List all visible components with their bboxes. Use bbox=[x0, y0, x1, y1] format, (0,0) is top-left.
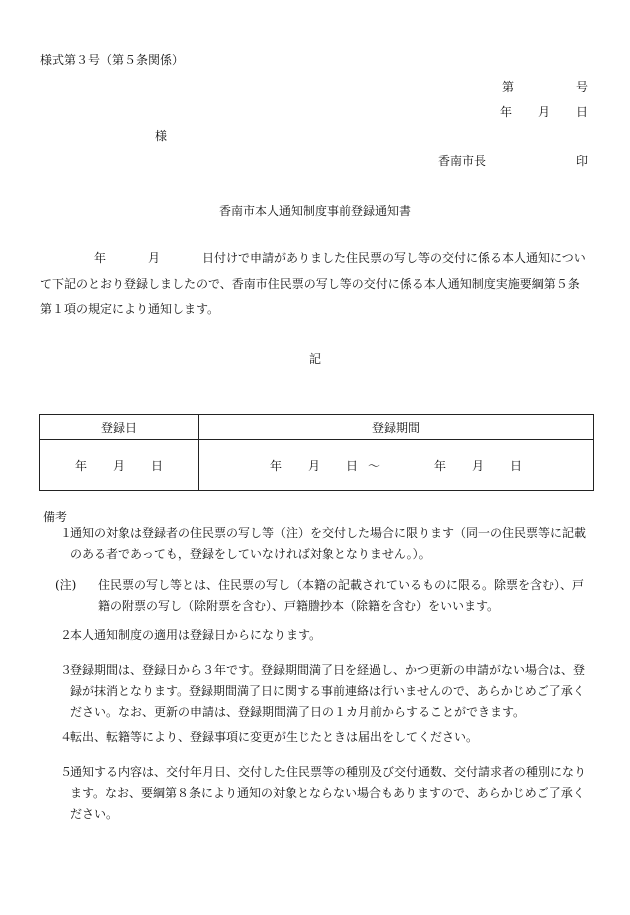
number-prefix: 第 bbox=[501, 80, 514, 94]
remark-item-2 bbox=[40, 625, 590, 646]
remark-item-1-number: １ bbox=[60, 526, 73, 540]
registration-period-header: 登録期間 bbox=[199, 415, 594, 440]
period-from-day-label: 日 bbox=[345, 458, 358, 473]
remark-item-5-number: ５ bbox=[60, 765, 73, 779]
body-paragraph bbox=[40, 246, 588, 323]
body-year-label: 年 bbox=[94, 251, 107, 265]
reg-year-label: 年 bbox=[74, 458, 87, 473]
remark-note-label: (注) bbox=[55, 578, 77, 592]
period-separator: ～ bbox=[367, 458, 380, 473]
date-year-label: 年 bbox=[499, 105, 512, 119]
remark-item-1 bbox=[40, 523, 590, 565]
remark-item-4-number: ４ bbox=[60, 730, 73, 744]
remark-note-text: 住民票の写し等とは、住民票の写し（本籍の記載されているものに限る。除票を含む）、戸籍の附票の写し（除附票を含む）、戸籍謄抄本（除籍を含む）をいいます。 bbox=[98, 578, 585, 613]
remark-item-3-number: ３ bbox=[60, 663, 73, 677]
remark-item-2-number: ２ bbox=[60, 628, 73, 642]
ki-heading: 記 bbox=[308, 352, 321, 366]
registration-date-header: 登録日 bbox=[40, 415, 199, 440]
remarks-heading: 備考 bbox=[43, 510, 68, 524]
period-to-day-label: 日 bbox=[510, 458, 523, 473]
body-text: 日付けで申請がありました住民票の写し等の交付に係る本人通知について下記のとおり登録しましたので、香南市住民票の写し等の交付に係る本人通知制度実施要綱第５条第１項の規定により通知します。 bbox=[40, 251, 586, 316]
remark-note bbox=[40, 575, 590, 617]
document-date-line bbox=[500, 103, 588, 120]
addressee-suffix: 様 bbox=[155, 129, 168, 143]
remark-item-4 bbox=[40, 727, 590, 748]
remark-item-4-text: 転出、転籍等により、登録事項に変更が生じたときは届出をしてください。 bbox=[70, 730, 479, 744]
document-number-line bbox=[502, 78, 588, 95]
registration-date-cell bbox=[40, 440, 199, 491]
sender-name: 香南市長 bbox=[437, 154, 486, 168]
registration-period-cell bbox=[199, 440, 594, 491]
sender-line bbox=[438, 152, 588, 169]
table-value-row bbox=[40, 440, 594, 491]
period-to-year-label: 年 bbox=[434, 458, 447, 473]
remark-item-5 bbox=[40, 762, 590, 825]
remark-item-3-text: 登録期間は、登録日から３年です。登録期間満了日を経過し、かつ更新の申請がない場合は、登録が抹消となります。登録期間満了日に関する事前連絡は行いませんので、あらかじめご了承ください。なお、更新の申請は、登録期間満了日の１カ月前からすることができます。 bbox=[70, 663, 586, 719]
seal-mark: 印 bbox=[575, 154, 588, 168]
form-number: 様式第３号（第５条関係） bbox=[40, 53, 185, 67]
period-from-month-label: 月 bbox=[307, 458, 320, 473]
registration-table bbox=[39, 414, 594, 491]
body-month-label: 月 bbox=[148, 251, 161, 265]
number-suffix: 号 bbox=[575, 80, 588, 94]
remark-item-3 bbox=[40, 660, 590, 723]
remark-item-2-text: 本人通知制度の適用は登録日からになります。 bbox=[70, 628, 322, 642]
date-month-label: 月 bbox=[537, 105, 550, 119]
period-to-month-label: 月 bbox=[472, 458, 485, 473]
remark-item-5-text: 通知する内容は、交付年月日、交付した住民票等の種別及び交付通数、交付請求者の種別になります。なお、要綱第８条により通知の対象とならない場合もありますので、あらかじめご了承ください。 bbox=[70, 765, 587, 821]
date-day-label: 日 bbox=[575, 105, 588, 119]
document-title: 香南市本人通知制度事前登録通知書 bbox=[218, 204, 411, 218]
table-header-row bbox=[40, 415, 594, 440]
reg-day-label: 日 bbox=[151, 458, 164, 473]
reg-month-label: 月 bbox=[112, 458, 125, 473]
period-from-year-label: 年 bbox=[269, 458, 282, 473]
remark-item-1-text: 通知の対象は登録者の住民票の写し等（注）を交付した場合に限ります（同一の住民票等に記載のある者であっても，登録をしていなければ対象となりません。）。 bbox=[70, 526, 587, 561]
